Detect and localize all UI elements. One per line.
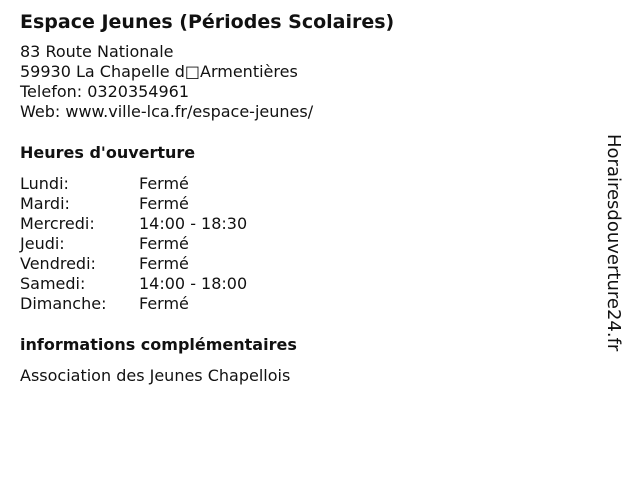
site-watermark: Horairesdouverture24.fr — [603, 134, 624, 352]
day-label: Dimanche: — [20, 294, 107, 313]
time-value: Fermé — [139, 174, 189, 193]
opening-hours-heading: Heures d'ouverture — [20, 143, 196, 162]
hours-row-thursday — [20, 234, 600, 254]
day-label: Lundi: — [20, 174, 69, 193]
day-label: Mardi: — [20, 194, 70, 213]
day-label: Vendredi: — [20, 254, 96, 273]
day-label: Mercredi: — [20, 214, 95, 233]
page-title: Espace Jeunes (Périodes Scolaires) — [20, 11, 395, 33]
time-value: 14:00 - 18:00 — [139, 274, 248, 293]
day-label: Jeudi: — [20, 234, 65, 253]
hours-row-sunday — [20, 294, 600, 314]
place-card — [20, 10, 600, 386]
time-value: Fermé — [139, 234, 189, 253]
time-value: Fermé — [139, 254, 189, 273]
address-street: 83 Route Nationale — [20, 42, 174, 61]
website-link: Web: www.ville-lca.fr/espace-jeunes/ — [20, 102, 314, 121]
time-value: 14:00 - 18:30 — [139, 214, 248, 233]
additional-info-text: Association des Jeunes Chapellois — [20, 366, 291, 385]
time-value: Fermé — [139, 194, 189, 213]
address-block — [20, 42, 600, 122]
hours-row-friday — [20, 254, 600, 274]
additional-info-heading: informations complémentaires — [20, 335, 297, 354]
day-label: Samedi: — [20, 274, 86, 293]
hours-row-tuesday — [20, 194, 600, 214]
hours-row-saturday — [20, 274, 600, 294]
address-city: 59930 La Chapelle d□Armentières — [20, 62, 298, 81]
opening-hours-list — [20, 174, 600, 314]
phone-number: Telefon: 0320354961 — [20, 82, 190, 101]
time-value: Fermé — [139, 294, 189, 313]
hours-row-monday — [20, 174, 600, 194]
hours-row-wednesday — [20, 214, 600, 234]
